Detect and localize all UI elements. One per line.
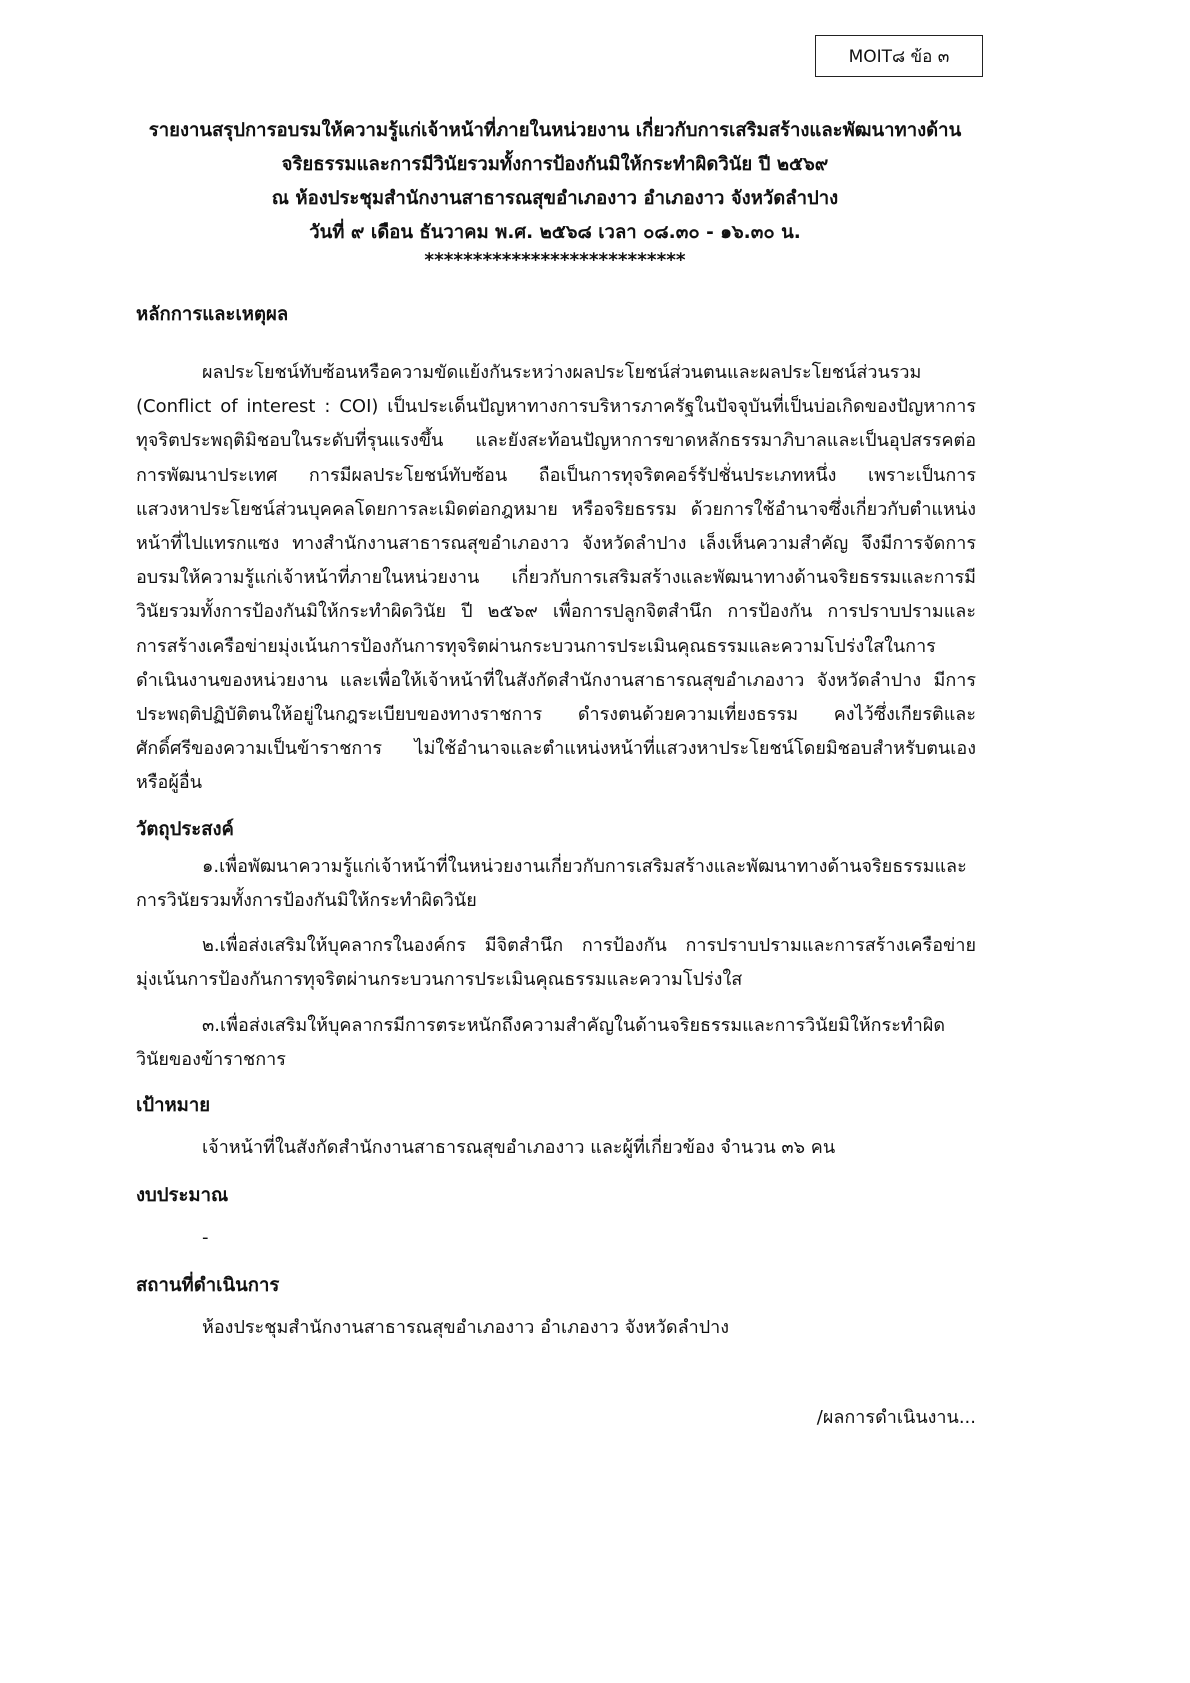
target-text: เจ้าหน้าที่ในสังกัดสำนักงานสาธารณสุขอำเภองาว และผู้ที่เกี่ยวข้อง จำนวน ๓๖ คน [202,1137,836,1158]
document-code-box [815,35,983,77]
objective-line: วินัยของข้าราชการ [136,1049,286,1071]
objective-line: ๓.เพื่อส่งเสริมให้บุคลากรมีการตระหนักถึงความสำคัญในด้านจริยธรรมและการวินัยมิให้กระทำผิด [202,1015,946,1036]
paragraph-line: การพัฒนาประเทศ การมีผลประโยชน์ทับซ้อน ถือเป็นการทุจริตคอร์รัปชั่นประเภทหนึ่ง เพราะเป็นการ [136,464,976,486]
document-code: MOIT๘ ข้อ ๓ [848,46,950,67]
title-separator: *************************** [424,250,686,271]
paragraph-line: ทุจริตประพฤติมิชอบในระดับที่รุนแรงขึ้น และยังสะท้อนปัญหาการขาดหลักธรรมาภิบาลและเป็นอุปสรรคต่อ [136,430,976,452]
paragraph-line: ศักดิ์ศรีของความเป็นข้าราชการ ไม่ใช้อำนาจและตำแหน่งหน้าที่แสวงหาประโยชน์โดยมิชอบสำหรับตนเอง [136,738,976,760]
objective-item [136,850,976,918]
principles-paragraph [136,356,976,801]
paragraph-line: (Conflict of interest : COI) เป็นประเด็นปัญหาทางการบริหารภาครัฐในปัจจุบันที่เป็นบ่อเกิดของปัญหาการ [136,396,976,418]
title-line: ณ ห้องประชุมสำนักงานสาธารณสุขอำเภองาว อำเภองาว จังหวัดลำปาง [271,188,839,209]
document-title [130,114,980,272]
objective-line: มุ่งเน้นการป้องกันการทุจริตผ่านกระบวนการประเมินคุณธรรมและความโปร่งใส [136,969,743,991]
objective-item [136,929,976,997]
continued-note: /ผลการดำเนินงาน... [816,1407,976,1428]
heading-budget: งบประมาณ [136,1185,229,1206]
paragraph-line: ดำเนินงานของหน่วยงาน และเพื่อให้เจ้าหน้าที่ในสังกัดสำนักงานสาธารณสุขอำเภองาว จังหวัดลำปาง มีการ [136,669,976,691]
paragraph-line: การสร้างเครือข่ายมุ่งเน้นการป้องกันการทุจริตผ่านกระบวนการประเมินคุณธรรมและความโปร่งใสในการ [136,635,936,657]
objective-item [136,1009,976,1077]
title-line: วันที่ ๙ เดือน ธันวาคม พ.ศ. ๒๕๖๘ เวลา ๐๘.๓๐ - ๑๖.๓๐ น. [309,222,801,243]
heading-principles: หลักการและเหตุผล [136,304,289,325]
heading-venue: สถานที่ดำเนินการ [136,1275,280,1296]
paragraph-line: ประพฤติปฏิบัติตนให้อยู่ในกฎระเบียบของทางราชการ ดำรงตนด้วยความเที่ยงธรรม คงไว้ซึ่งเกียรติและ [136,704,976,726]
budget-text: - [202,1227,209,1248]
venue-text: ห้องประชุมสำนักงานสาธารณสุขอำเภองาว อำเภองาว จังหวัดลำปาง [202,1317,730,1338]
objective-line: ๒.เพื่อส่งเสริมให้บุคลากรในองค์กร มีจิตสำนึก การป้องกัน การปราบปรามและการสร้างเครือข่าย [202,935,976,956]
paragraph-line: หน้าที่ไปแทรกแซง ทางสำนักงานสาธารณสุขอำเภองาว จังหวัดลำปาง เล็งเห็นความสำคัญ จึงมีการจัดการ [136,533,976,555]
paragraph-line: หรือผู้อื่น [136,772,203,794]
paragraph-line: ผลประโยชน์ทับซ้อนหรือความขัดแย้งกันระหว่างผลประโยชน์ส่วนตนและผลประโยชน์ส่วนรวม [202,362,922,383]
heading-target: เป้าหมาย [136,1095,211,1116]
objective-line: การวินัยรวมทั้งการป้องกันมิให้กระทำผิดวินัย [136,890,477,912]
paragraph-line: อบรมให้ความรู้แก่เจ้าหน้าที่ภายในหน่วยงาน เกี่ยวกับการเสริมสร้างและพัฒนาทางด้านจริยธรรมและการมี [136,567,976,589]
heading-objectives: วัตถุประสงค์ [136,819,234,840]
paragraph-line: แสวงหาประโยชน์ส่วนบุคคลโดยการละเมิดต่อกฎหมาย หรือจริยธรรม ด้วยการใช้อำนาจซึ่งเกี่ยวกับตำแหน่ง [136,498,976,520]
paragraph-line: วินัยรวมทั้งการป้องกันมิให้กระทำผิดวินัย ปี ๒๕๖๙ เพื่อการปลูกจิตสำนึก การป้องกัน การปราบปรามและ [136,601,976,623]
title-line: รายงานสรุปการอบรมให้ความรู้แก่เจ้าหน้าที่ภายในหน่วยงาน เกี่ยวกับการเสริมสร้างและพัฒนาทางด้าน [148,120,962,141]
objective-line: ๑.เพื่อพัฒนาความรู้แก่เจ้าหน้าที่ในหน่วยงานเกี่ยวกับการเสริมสร้างและพัฒนาทางด้านจริยธรรมและ [202,856,967,877]
title-line: จริยธรรมและการมีวินัยรวมทั้งการป้องกันมิให้กระทำผิดวินัย ปี ๒๕๖๙ [281,154,829,175]
